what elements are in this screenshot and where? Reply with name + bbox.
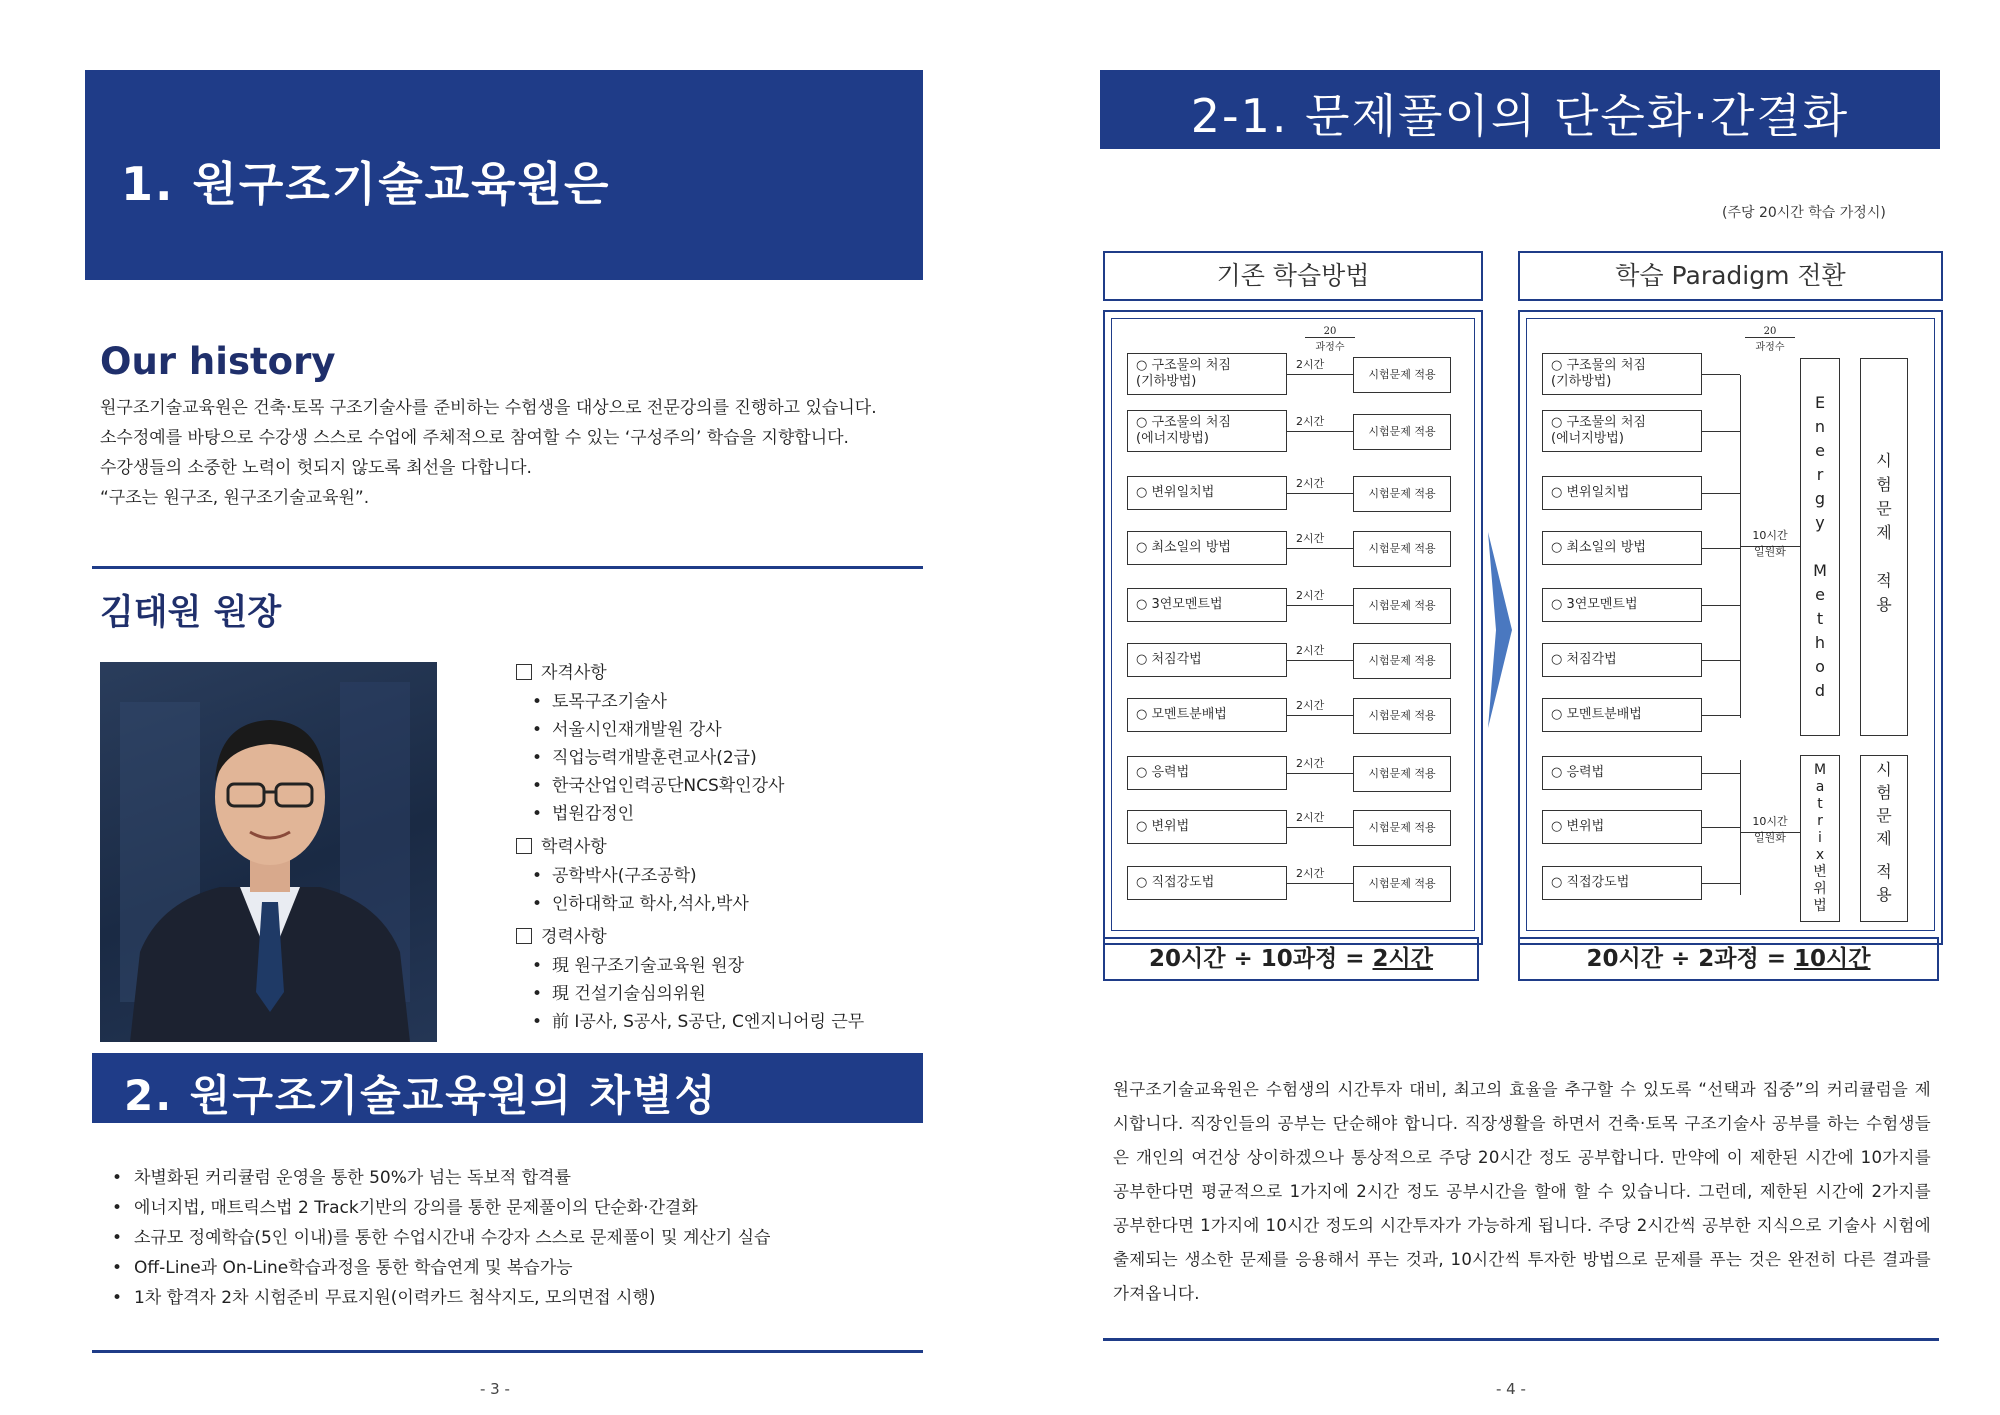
exam-apply-box	[1860, 755, 1908, 922]
assumption-note: (주당 20시간 학습 가정시)	[1722, 205, 1886, 221]
vertical-char: 용	[1876, 885, 1892, 904]
history-title: Our history	[100, 340, 336, 383]
divider	[1103, 1338, 1939, 1341]
vertical-char: n	[1814, 417, 1826, 436]
history-line: 소수정예를 바탕으로 수강생 스스로 수업에 주체적으로 참여할 수 있는 ‘구성주의’ 학습을 지향합니다.	[100, 428, 849, 448]
vertical-char: M	[1813, 561, 1827, 580]
vertical-char: 시	[1876, 451, 1892, 470]
connector	[1702, 605, 1740, 606]
existing-method-title: 기존 학습방법	[1216, 261, 1370, 290]
checkbox-icon	[516, 664, 532, 680]
existing-formula-result: 2시간	[1372, 946, 1433, 972]
section-1-banner	[85, 70, 923, 280]
connector	[1702, 660, 1740, 661]
connector	[1702, 548, 1740, 549]
vertical-char: M	[1813, 762, 1827, 778]
history-text	[100, 393, 920, 513]
connector	[1702, 715, 1740, 716]
apply-box: 시험문제 적용	[1353, 357, 1451, 393]
vertical-char: E	[1814, 393, 1826, 412]
exam-apply-box	[1860, 358, 1908, 736]
method-subname: (에너지방법)	[1551, 431, 1624, 446]
apply-box: 시험문제 적용	[1353, 531, 1451, 567]
vertical-char: a	[1815, 779, 1825, 795]
vertical-char: t	[1816, 609, 1824, 628]
vertical-char: r	[1816, 465, 1824, 484]
vertical-char: e	[1815, 585, 1825, 604]
edu-item: • 공학박사(구조공학)	[516, 862, 936, 890]
director-photo	[100, 662, 437, 1042]
matrix-method-box	[1800, 755, 1840, 922]
paradigm-shift-title: 학습 Paradigm 전환	[1615, 261, 1846, 290]
method-subname: (기하방법)	[1136, 374, 1197, 389]
qual-heading	[516, 658, 936, 688]
vertical-char: e	[1815, 441, 1825, 460]
qual-item: • 토목구조기술사	[516, 688, 936, 716]
existing-formula	[1103, 937, 1479, 981]
divider	[92, 566, 923, 569]
diff-item: • 1차 합격자 2차 시험준비 무료지원(이력카드 첨삭지도, 모의면접 시행)	[100, 1283, 930, 1313]
connector	[1287, 827, 1353, 828]
apply-box: 시험문제 적용	[1353, 866, 1451, 902]
director-title: 김태원 원장	[100, 593, 282, 633]
method-name: ○ 모멘트분배법	[1136, 707, 1227, 722]
method-box	[1542, 353, 1702, 395]
section-2-banner	[92, 1053, 923, 1123]
method-box	[1127, 866, 1287, 900]
method-name: ○ 직접강도법	[1551, 875, 1630, 890]
vertical-char: g	[1814, 489, 1826, 508]
apply-box: 시험문제 적용	[1353, 756, 1451, 792]
edu-heading	[516, 832, 936, 862]
connector	[1287, 660, 1353, 661]
connector	[1287, 605, 1353, 606]
method-box	[1127, 410, 1287, 452]
apply-box: 시험문제 적용	[1353, 414, 1451, 450]
qual-item: • 서울시인재개발원 강사	[516, 716, 936, 744]
method-name: ○ 모멘트분배법	[1551, 707, 1642, 722]
vertical-char: 위	[1813, 881, 1827, 897]
checkbox-icon	[516, 928, 532, 944]
vertical-char: 문	[1876, 806, 1892, 825]
connector	[1287, 493, 1353, 494]
qual-head-label: 자격사항	[541, 663, 607, 683]
qual-item: • 법원감정인	[516, 800, 936, 828]
apply-box: 시험문제 적용	[1353, 810, 1451, 846]
history-line: 수강생들의 소중한 노력이 헛되지 않도록 최선을 다합니다.	[100, 458, 532, 478]
method-name: ○ 처짐각법	[1551, 652, 1617, 667]
connector	[1702, 827, 1740, 828]
hours-label: 2시간	[1296, 867, 1325, 880]
section-2-title: 2. 원구조기술교육원의 차별성	[124, 1071, 718, 1120]
career-head-label: 경력사항	[541, 927, 607, 947]
connector	[1702, 374, 1740, 375]
method-box	[1127, 588, 1287, 622]
history-line: “구조는 원구조, 원구조기술교육원”.	[100, 488, 370, 508]
divider	[92, 1350, 923, 1353]
method-name: ○ 3연모멘트법	[1551, 597, 1638, 612]
vertical-char: i	[1818, 830, 1822, 846]
method-name: ○ 구조물의 처짐	[1551, 415, 1646, 430]
connector	[1702, 883, 1740, 884]
connector	[1287, 883, 1353, 884]
vertical-char: 적	[1876, 571, 1892, 590]
method-box	[1127, 810, 1287, 844]
vertical-char: 적	[1876, 862, 1892, 881]
method-box	[1127, 353, 1287, 395]
unify-hours: 10시간	[1752, 529, 1788, 542]
method-name: ○ 최소일의 방법	[1136, 540, 1231, 555]
method-name: ○ 변위일치법	[1136, 485, 1215, 500]
method-name: ○ 구조물의 처짐	[1136, 415, 1231, 430]
hours-label: 2시간	[1296, 477, 1325, 490]
section-2-1-banner	[1100, 70, 1940, 149]
hours-label: 2시간	[1296, 699, 1325, 712]
vertical-char	[1861, 545, 1907, 569]
checkbox-icon	[516, 838, 532, 854]
connector	[1287, 431, 1353, 432]
vertical-char: 제	[1876, 829, 1892, 848]
vertical-char: 법	[1813, 898, 1827, 914]
method-name: ○ 변위일치법	[1551, 485, 1630, 500]
method-box	[1127, 643, 1287, 677]
paradigm-formula	[1518, 937, 1939, 981]
fraction-bottom: 과정수	[1315, 342, 1345, 353]
career-item: • 現 원구조기술교육원 원장	[516, 952, 936, 980]
existing-formula-text: 20시간 ÷ 10과정 =	[1149, 946, 1373, 972]
diff-item: • Off-Line과 On-Line학습과정을 통한 학습연계 및 복습가능	[100, 1253, 930, 1283]
diff-item: • 소규모 정예학습(5인 이내)를 통한 수업시간내 수강자 스스로 문제풀이 및 계산기 실습	[100, 1223, 930, 1253]
vertical-char: 시	[1876, 760, 1892, 779]
existing-method-header	[1103, 251, 1483, 301]
fraction-top: 20	[1305, 326, 1355, 338]
unify-word: 일원화	[1754, 831, 1786, 844]
page-number: - 3 -	[480, 1380, 510, 1398]
hours-label: 2시간	[1296, 644, 1325, 657]
history-line: 원구조기술교육원은 건축·토목 구조기술사를 준비하는 수험생을 대상으로 전문강의를 진행하고 있습니다.	[100, 398, 877, 418]
method-box	[1542, 531, 1702, 565]
edu-item: • 인하대학교 학사,석사,박사	[516, 890, 936, 918]
vertical-char: 문	[1876, 499, 1892, 518]
method-box	[1542, 643, 1702, 677]
apply-box: 시험문제 적용	[1353, 698, 1451, 734]
paradigm-formula-result: 10시간	[1794, 946, 1871, 972]
hours-label: 2시간	[1296, 589, 1325, 602]
hours-label: 2시간	[1296, 532, 1325, 545]
connector	[1287, 773, 1353, 774]
apply-box: 시험문제 적용	[1353, 476, 1451, 512]
method-name: ○ 처짐각법	[1136, 652, 1202, 667]
method-name: ○ 3연모멘트법	[1136, 597, 1223, 612]
method-subname: (기하방법)	[1551, 374, 1612, 389]
diff-item: • 차별화된 커리큘럼 운영을 통한 50%가 넘는 독보적 합격률	[100, 1163, 930, 1193]
method-box	[1542, 698, 1702, 732]
method-name: ○ 변위법	[1136, 819, 1190, 834]
fraction-label	[1745, 326, 1795, 353]
unify-hours: 10시간	[1752, 815, 1788, 828]
vertical-char	[1861, 850, 1907, 860]
career-item: • 前 I공사, S공사, S공단, C엔지니어링 근무	[516, 1008, 936, 1036]
vertical-char: 변	[1813, 864, 1827, 880]
qual-item: • 직업능력개발훈련교사(2급)	[516, 744, 936, 772]
connector	[1702, 773, 1740, 774]
paradigm-shift-header	[1518, 251, 1943, 301]
vertical-char: 제	[1876, 523, 1892, 542]
explanation-paragraph: 원구조기술교육원은 수험생의 시간투자 대비, 최고의 효율을 추구할 수 있도록 “선택과 집중”의 커리큘럼을 제시합니다. 직장인들의 공부는 단순해야 합니다. 직장생활을 하면서 건축·토목 구조기술사 공부를 하는 수험생들은 개인의 여건상 상이하겠으나 통상적으로 주당 20시간 정도 공부합니다. 만약에 이 제한된 시간에 10가지를 공부한다면 평균적으로 1가지에 2시간 정도 공부시간을 할애 할 수 있습니다. 그런데, 제한된 시간에 2가지를 공부한다면 1가지에 10시간 정도의 시간투자가 가능하게 됩니다. 주당 2시간씩 공부한 지식으로 기술사 시험에 출제되는 생소한 문제를 응용해서 푸는 것과, 10시간씩 투자한 방법으로 문제를 푸는 것은 완전히 다른 결과를 가져옵니다.	[1113, 1080, 1931, 1303]
fraction-top: 20	[1745, 326, 1795, 338]
vertical-char	[1801, 535, 1839, 559]
method-box	[1542, 588, 1702, 622]
vertical-char: h	[1814, 633, 1826, 652]
method-box	[1127, 476, 1287, 510]
vertical-char: 험	[1876, 475, 1892, 494]
method-subname: (에너지방법)	[1136, 431, 1209, 446]
differentiation-list	[100, 1163, 930, 1313]
career-item: • 現 건설기술심의위원	[516, 980, 936, 1008]
unify-word: 일원화	[1754, 545, 1786, 558]
transition-arrow-icon	[1482, 530, 1518, 730]
method-box	[1542, 410, 1702, 452]
vertical-char: t	[1817, 796, 1823, 812]
energy-method-box	[1800, 358, 1840, 736]
method-name: ○ 구조물의 처짐	[1551, 358, 1646, 373]
vertical-char: x	[1815, 847, 1825, 863]
method-box	[1542, 810, 1702, 844]
method-box	[1127, 756, 1287, 790]
page-number: - 4 -	[1496, 1380, 1526, 1398]
connector	[1287, 548, 1353, 549]
vertical-char: o	[1815, 657, 1825, 676]
method-name: ○ 최소일의 방법	[1551, 540, 1646, 555]
paradigm-formula-text: 20시간 ÷ 2과정 =	[1586, 946, 1794, 972]
apply-box: 시험문제 적용	[1353, 643, 1451, 679]
method-box	[1127, 531, 1287, 565]
method-box	[1542, 476, 1702, 510]
section-1-title: 1. 원구조기술교육원은	[121, 157, 611, 211]
method-name: ○ 변위법	[1551, 819, 1605, 834]
apply-box: 시험문제 적용	[1353, 588, 1451, 624]
hours-label: 2시간	[1296, 811, 1325, 824]
edu-head-label: 학력사항	[541, 837, 607, 857]
hours-label: 2시간	[1296, 358, 1325, 371]
section-2-1-title: 2-1. 문제풀이의 단순화·간결화	[1190, 89, 1850, 143]
fraction-bottom: 과정수	[1755, 342, 1785, 353]
connector	[1702, 431, 1740, 432]
hours-label: 2시간	[1296, 415, 1325, 428]
hours-label: 2시간	[1296, 757, 1325, 770]
vertical-char: d	[1814, 681, 1826, 700]
method-name: ○ 응력법	[1136, 765, 1190, 780]
method-name: ○ 직접강도법	[1136, 875, 1215, 890]
connector	[1287, 374, 1353, 375]
method-box	[1542, 866, 1702, 900]
method-name: ○ 구조물의 처짐	[1136, 358, 1231, 373]
career-heading	[516, 922, 936, 952]
qual-item: • 한국산업인력공단NCS확인강사	[516, 772, 936, 800]
unify-label-1	[1740, 528, 1800, 560]
method-box	[1127, 698, 1287, 732]
connector	[1287, 715, 1353, 716]
connector	[1702, 493, 1740, 494]
fraction-label	[1305, 326, 1355, 353]
diff-item: • 에너지법, 매트릭스법 2 Track기반의 강의를 통한 문제풀이의 단순화·간결화	[100, 1193, 930, 1223]
method-name: ○ 응력법	[1551, 765, 1605, 780]
vertical-char: r	[1817, 813, 1823, 829]
unify-label-2	[1740, 814, 1800, 846]
vertical-char: y	[1815, 513, 1825, 532]
method-box	[1542, 756, 1702, 790]
vertical-char: 험	[1876, 783, 1892, 802]
director-profile	[516, 658, 936, 1036]
director-figure	[100, 662, 437, 1042]
vertical-char: 용	[1876, 595, 1892, 614]
